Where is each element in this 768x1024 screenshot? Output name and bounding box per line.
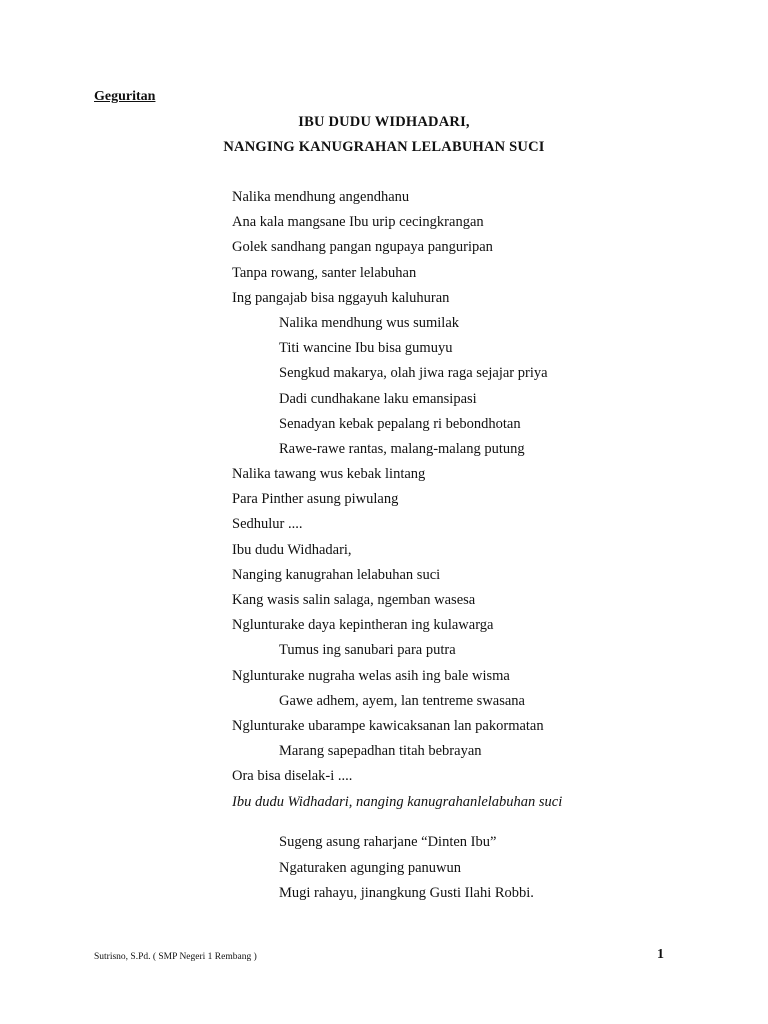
poem-line: Tanpa rowang, santer lelabuhan xyxy=(232,264,417,281)
poem-line: Dadi cundhakane laku emansipasi xyxy=(279,390,477,407)
poem-line: Rawe-rawe rantas, malang-malang putung xyxy=(279,440,525,457)
poem-line: Nalika mendhung wus sumilak xyxy=(279,314,460,331)
poem-line: Ing pangajab bisa nggayuh kaluhuran xyxy=(232,289,450,306)
poem-closing xyxy=(279,832,534,909)
footer-author: Sutrisno, S.Pd. ( SMP Negeri 1 Rembang ) xyxy=(94,952,257,962)
poem-line: Sedhulur .... xyxy=(232,516,303,533)
poem-line: Ibu dudu Widhadari, xyxy=(232,541,352,558)
poem-line: Golek sandhang pangan ngupaya panguripan xyxy=(232,239,493,256)
poem-title-line-2: NANGING KANUGRAHAN LELABUHAN SUCI xyxy=(223,139,545,155)
poem-line: Titi wancine Ibu bisa gumuyu xyxy=(279,340,453,357)
page-number: 1 xyxy=(657,947,664,962)
poem-line: Gawe adhem, ayem, lan tentreme swasana xyxy=(279,692,525,709)
poem-line: Nalika tawang wus kebak lintang xyxy=(232,466,426,483)
poem-line: Nanging kanugrahan lelabuhan suci xyxy=(232,566,441,583)
closing-line: Sugeng asung raharjane “Dinten Ibu” xyxy=(279,834,497,850)
closing-line: Mugi rahayu, jinangkung Gusti Ilahi Robbi. xyxy=(279,885,534,901)
poem-line: Kang wasis salin salaga, ngemban wasesa xyxy=(232,592,476,608)
poem-line: Ora bisa diselak-i .... xyxy=(232,768,353,785)
poem-line: Tumus ing sanubari para putra xyxy=(279,642,456,659)
poem-line: Ana kala mangsane Ibu urip cecingkrangan xyxy=(232,214,484,231)
poem-body xyxy=(232,187,562,817)
poem-line: Nalika mendhung angendhanu xyxy=(232,189,410,205)
poem-type-label: Geguritan xyxy=(94,89,156,104)
poem-line: Para Pinther asung piwulang xyxy=(232,491,399,508)
poem-line: Marang sapepadhan titah bebrayan xyxy=(279,743,482,760)
closing-line: Ngaturaken agunging panuwun xyxy=(279,859,462,876)
poem-line-italic: Ibu dudu Widhadari, nanging kanugrahanlelabuhan suci xyxy=(232,793,563,810)
poem-line: Nglunturake nugraha welas asih ing bale wisma xyxy=(232,667,510,684)
poem-title-line-1: IBU DUDU WIDHADARI, xyxy=(298,114,470,130)
poem-line: Nglunturake ubarampe kawicaksanan lan pakormatan xyxy=(232,717,544,734)
poem-line: Senadyan kebak pepalang ri bebondhotan xyxy=(279,415,521,432)
poem-line: Sengkud makarya, olah jiwa raga sejajar priya xyxy=(279,365,548,382)
poem-line: Nglunturake daya kepintheran ing kulawarga xyxy=(232,617,494,634)
